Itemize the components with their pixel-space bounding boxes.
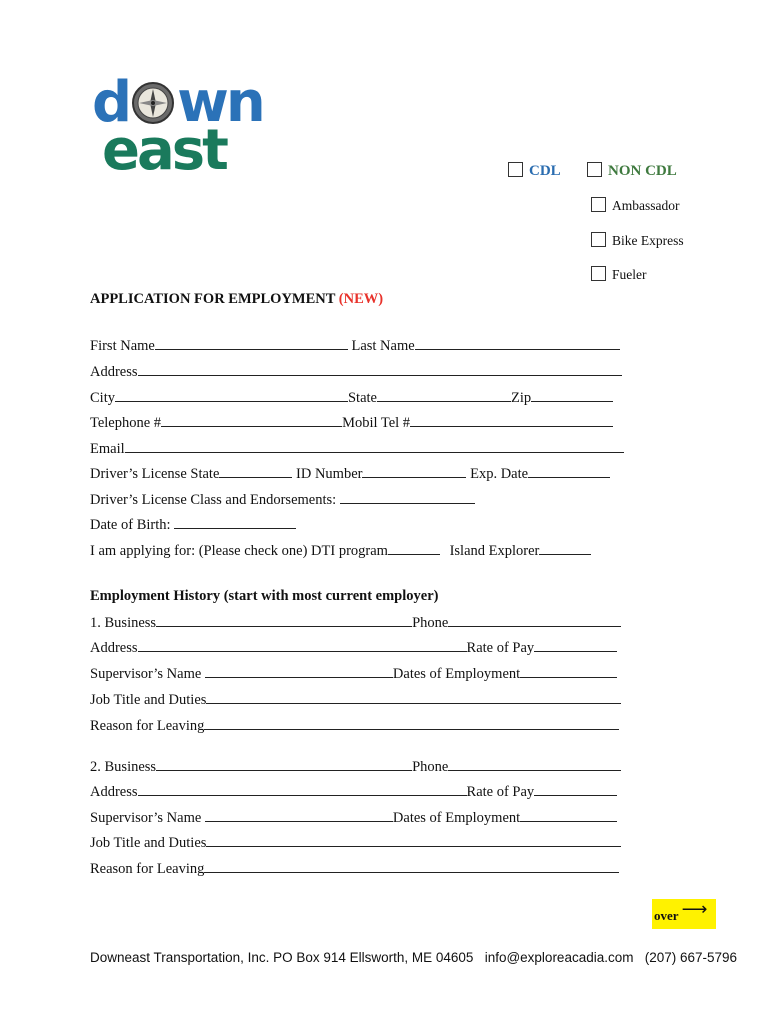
job-title-field[interactable] <box>206 690 621 704</box>
supervisor-field[interactable] <box>205 664 393 678</box>
address-field[interactable] <box>138 362 622 376</box>
rate-of-pay-field[interactable] <box>534 782 617 796</box>
name-row <box>90 336 620 355</box>
applying-row <box>90 541 591 560</box>
address-label: Address <box>90 640 138 656</box>
non-cdl-label: NON CDL <box>608 163 677 179</box>
id-number-label: ID Number <box>296 466 363 482</box>
non-cdl-option[interactable] <box>587 162 677 180</box>
city-label: City <box>90 390 115 406</box>
phone-field[interactable] <box>448 757 621 771</box>
downeast-logo <box>92 70 278 183</box>
cdl-checkbox[interactable] <box>508 162 523 177</box>
dates-field[interactable] <box>520 664 617 678</box>
employer-2-business-row <box>90 757 621 776</box>
employer-2-job-row <box>90 833 621 852</box>
ambassador-checkbox[interactable] <box>591 197 606 212</box>
dates-label: Dates of Employment <box>392 666 521 682</box>
dob-field[interactable] <box>174 515 296 529</box>
logo-word-east: east <box>102 118 226 183</box>
reason-field[interactable] <box>204 859 619 873</box>
job-title-field[interactable] <box>206 833 621 847</box>
island-explorer-field[interactable] <box>539 541 591 555</box>
first-name-field[interactable] <box>155 336 348 350</box>
dl-state-label: Driver’s License State <box>90 466 220 482</box>
dl-state-field[interactable] <box>219 464 292 478</box>
employer-1-business-row <box>90 613 621 632</box>
employer-2-address-row <box>90 782 617 801</box>
page-title <box>90 291 383 308</box>
footer-contact: Downeast Transportation, Inc. PO Box 914 Ellsworth, ME 04605 info@exploreacadia.com (207) 667-5796 <box>90 950 738 965</box>
phone-label: Phone <box>412 759 449 775</box>
cdl-label: CDL <box>529 163 561 179</box>
non-cdl-checkbox[interactable] <box>587 162 602 177</box>
dl-class-field[interactable] <box>340 490 475 504</box>
phone-field[interactable] <box>448 613 621 627</box>
id-number-field[interactable] <box>362 464 466 478</box>
supervisor-label: Supervisor’s Name <box>90 810 202 826</box>
reason-field[interactable] <box>204 716 619 730</box>
email-row <box>90 439 624 458</box>
over-label: over <box>654 908 679 923</box>
exp-date-field[interactable] <box>528 464 610 478</box>
job-title-label: Job Title and Duties <box>90 835 207 851</box>
dti-program-field[interactable] <box>388 541 440 555</box>
license-row <box>90 464 610 483</box>
address-label: Address <box>90 364 138 380</box>
exp-date-label: Exp. Date <box>470 466 529 482</box>
logo-letter-d: d <box>92 70 130 135</box>
business-field[interactable] <box>156 757 412 771</box>
right-arrow-icon: ⟶ <box>681 899 708 919</box>
job-title-label: Job Title and Duties <box>90 692 207 708</box>
dob-row <box>90 515 296 534</box>
dates-field[interactable] <box>520 808 617 822</box>
employer-2-supervisor-row <box>90 808 617 827</box>
employer-1-address-row <box>90 638 617 657</box>
state-field[interactable] <box>377 388 511 402</box>
mobil-tel-field[interactable] <box>410 413 613 427</box>
address-label: Address <box>90 784 138 800</box>
dl-class-label: Driver’s License Class and Endorsements: <box>90 492 337 508</box>
first-name-label: First Name <box>90 338 155 354</box>
phone-label: Phone <box>412 615 449 631</box>
island-explorer-label: Island Explorer <box>449 543 540 559</box>
employer-2-reason-row <box>90 859 619 878</box>
email-field[interactable] <box>125 439 624 453</box>
title-main: APPLICATION FOR EMPLOYMENT <box>90 291 336 307</box>
address-field[interactable] <box>138 782 467 796</box>
reason-label: Reason for Leaving <box>90 861 205 877</box>
cdl-option[interactable] <box>508 162 561 180</box>
supervisor-field[interactable] <box>205 808 393 822</box>
bike-express-checkbox[interactable] <box>591 232 606 247</box>
employer-1-supervisor-row <box>90 664 617 683</box>
bike-express-label: Bike Express <box>612 233 684 248</box>
over-indicator <box>652 899 716 929</box>
title-new-tag: (NEW) <box>338 291 384 307</box>
address-row <box>90 362 622 381</box>
dl-class-row <box>90 490 475 509</box>
telephone-label: Telephone # <box>90 415 162 431</box>
last-name-label: Last Name <box>351 338 415 354</box>
state-label: State <box>347 390 377 406</box>
employer-1-reason-row <box>90 716 619 735</box>
dob-label: Date of Birth: <box>90 517 171 533</box>
supervisor-label: Supervisor’s Name <box>90 666 202 682</box>
zip-label: Zip <box>510 390 532 406</box>
rate-of-pay-label: Rate of Pay <box>466 640 535 656</box>
last-name-field[interactable] <box>415 336 620 350</box>
reason-label: Reason for Leaving <box>90 718 205 734</box>
email-label: Email <box>90 441 125 457</box>
rate-of-pay-field[interactable] <box>534 638 617 652</box>
city-row <box>90 388 613 407</box>
compass-icon <box>131 74 175 118</box>
telephone-field[interactable] <box>161 413 342 427</box>
employment-heading: Employment History (start with most current employer) <box>90 588 439 604</box>
bike-express-option[interactable] <box>591 232 684 250</box>
telephone-row <box>90 413 613 432</box>
employer-1-job-row <box>90 690 621 709</box>
ambassador-option[interactable] <box>591 197 680 215</box>
city-field[interactable] <box>115 388 348 402</box>
zip-field[interactable] <box>531 388 613 402</box>
mobil-tel-label: Mobil Tel # <box>342 415 411 431</box>
address-field[interactable] <box>138 638 467 652</box>
fueler-checkbox[interactable] <box>591 266 606 281</box>
business-label: 1. Business <box>90 615 157 631</box>
fueler-label: Fueler <box>612 267 647 282</box>
business-field[interactable] <box>156 613 412 627</box>
logo-letters-wn: wn <box>177 70 263 135</box>
rate-of-pay-label: Rate of Pay <box>466 784 535 800</box>
dates-label: Dates of Employment <box>392 810 521 826</box>
fueler-option[interactable] <box>591 266 647 284</box>
ambassador-label: Ambassador <box>612 198 680 213</box>
business-label: 2. Business <box>90 759 157 775</box>
applying-for-label: I am applying for: (Please check one) DTI program <box>90 543 388 559</box>
